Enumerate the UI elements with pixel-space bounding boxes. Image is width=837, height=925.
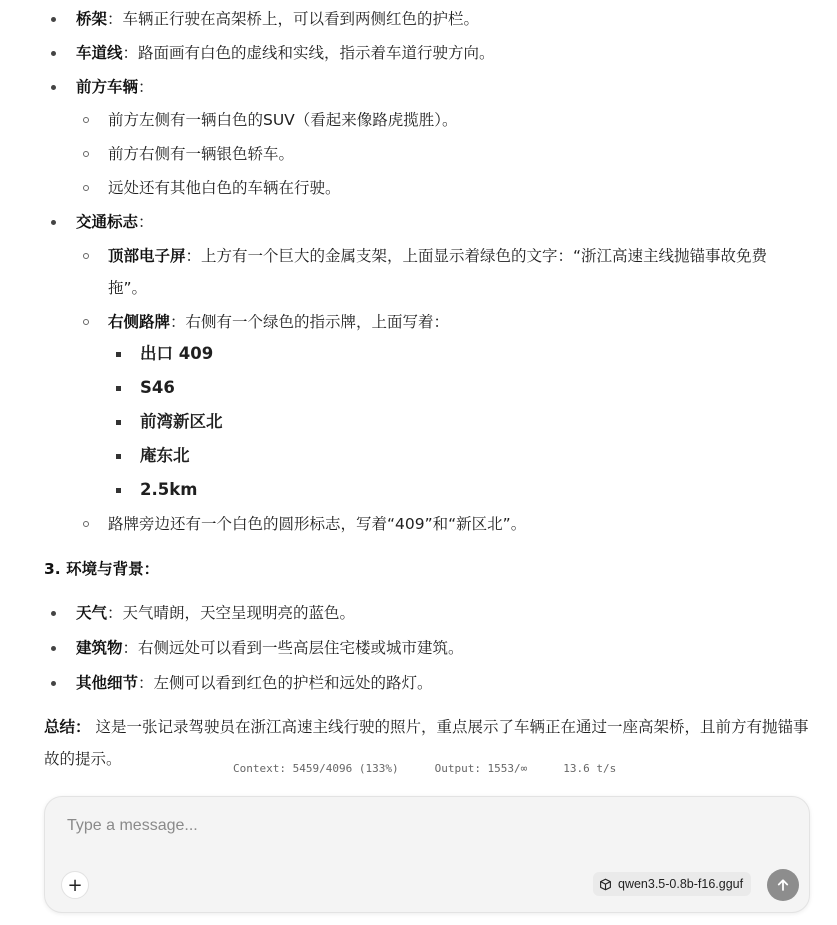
item-label: 天气 — [76, 604, 108, 622]
item-label: 建筑物 — [76, 639, 123, 657]
sign-text: 出口 409 — [140, 344, 214, 363]
circle-bullet-icon — [83, 521, 89, 527]
list-item — [76, 205, 154, 239]
item-text: ：路面画有白色的虚线和实线，指示着车道行驶方向。 — [122, 44, 495, 62]
send-button[interactable] — [767, 869, 799, 901]
list-item — [108, 305, 449, 339]
item-text: ： — [138, 213, 154, 231]
item-label: 其他细节 — [76, 674, 139, 692]
item-label: 桥架 — [76, 10, 108, 28]
sign-text: S46 — [140, 378, 175, 397]
plus-icon: + — [67, 874, 83, 896]
item-text: ：右侧有一个绿色的指示牌，上面写着： — [170, 313, 450, 331]
item-text: ：上方有一个巨大的金属支架，上面显示着绿色的文字：“浙江高速主线抛锚事故免费拖”。 — [108, 247, 768, 297]
bullet-icon — [51, 17, 56, 22]
arrow-up-icon — [775, 877, 791, 893]
item-label: 顶部电子屏 — [108, 247, 186, 265]
list-item — [76, 36, 495, 70]
circle-bullet-icon — [83, 185, 89, 191]
list-item: 前方右侧有一辆银色轿车。 — [108, 145, 295, 163]
circle-bullet-icon — [83, 151, 89, 157]
message-composer — [44, 796, 810, 913]
list-item — [76, 666, 433, 700]
summary-label: 总结： — [44, 718, 91, 736]
bullet-icon — [51, 51, 56, 56]
square-bullet-icon — [116, 386, 121, 391]
section-heading: 3. 环境与背景： — [44, 560, 160, 578]
cube-icon — [599, 878, 612, 891]
item-label: 右侧路牌 — [108, 313, 171, 331]
circle-bullet-icon — [83, 319, 89, 325]
square-bullet-icon — [116, 352, 121, 357]
list-item — [108, 240, 798, 304]
sign-text: 2.5km — [140, 480, 198, 499]
item-label: 交通标志 — [76, 213, 139, 231]
bullet-icon — [51, 85, 56, 90]
bullet-icon — [51, 681, 56, 686]
circle-bullet-icon — [83, 253, 89, 259]
summary-text: 这是一张记录驾驶员在浙江高速主线行驶的照片，重点展示了车辆正在通过一座高架桥，且前方有抛锚事故的提示。 — [44, 718, 809, 768]
item-text: ：右侧远处可以看到一些高层住宅楼或城市建筑。 — [122, 639, 464, 657]
item-text: ：天气晴朗，天空呈现明亮的蓝色。 — [107, 604, 356, 622]
speed-stat: 13.6 t/s — [563, 762, 617, 775]
item-text: ：左侧可以看到红色的护栏和远处的路灯。 — [138, 674, 433, 692]
generation-stats — [233, 762, 652, 775]
list-item — [76, 70, 154, 104]
list-item — [76, 631, 464, 665]
square-bullet-icon — [116, 454, 121, 459]
bullet-icon — [51, 646, 56, 651]
sign-text: 庵东北 — [140, 446, 190, 465]
item-label: 前方车辆 — [76, 78, 139, 96]
square-bullet-icon — [116, 488, 121, 493]
message-input[interactable] — [65, 811, 669, 841]
context-stat: Context: 5459/4096 (133%) — [233, 762, 399, 775]
output-stat: Output: 1553/∞ — [434, 762, 528, 775]
list-item — [76, 596, 355, 630]
list-item: 远处还有其他白色的车辆在行驶。 — [108, 179, 341, 197]
item-text: ： — [138, 78, 154, 96]
square-bullet-icon — [116, 420, 121, 425]
list-item — [76, 2, 479, 36]
bullet-icon — [51, 220, 56, 225]
model-name: qwen3.5-0.8b-f16.gguf — [618, 877, 744, 891]
sign-text: 前湾新区北 — [140, 412, 223, 431]
list-item: 前方左侧有一辆白色的SUV（看起来像路虎揽胜）。 — [108, 111, 458, 129]
list-item: 路牌旁边还有一个白色的圆形标志，写着“409”和“新区北”。 — [108, 515, 527, 533]
item-text: ：车辆正行驶在高架桥上，可以看到两侧红色的护栏。 — [107, 10, 480, 28]
circle-bullet-icon — [83, 117, 89, 123]
add-attachment-button[interactable] — [61, 871, 89, 899]
model-selector[interactable] — [593, 872, 751, 896]
bullet-icon — [51, 611, 56, 616]
item-label: 车道线 — [76, 44, 123, 62]
